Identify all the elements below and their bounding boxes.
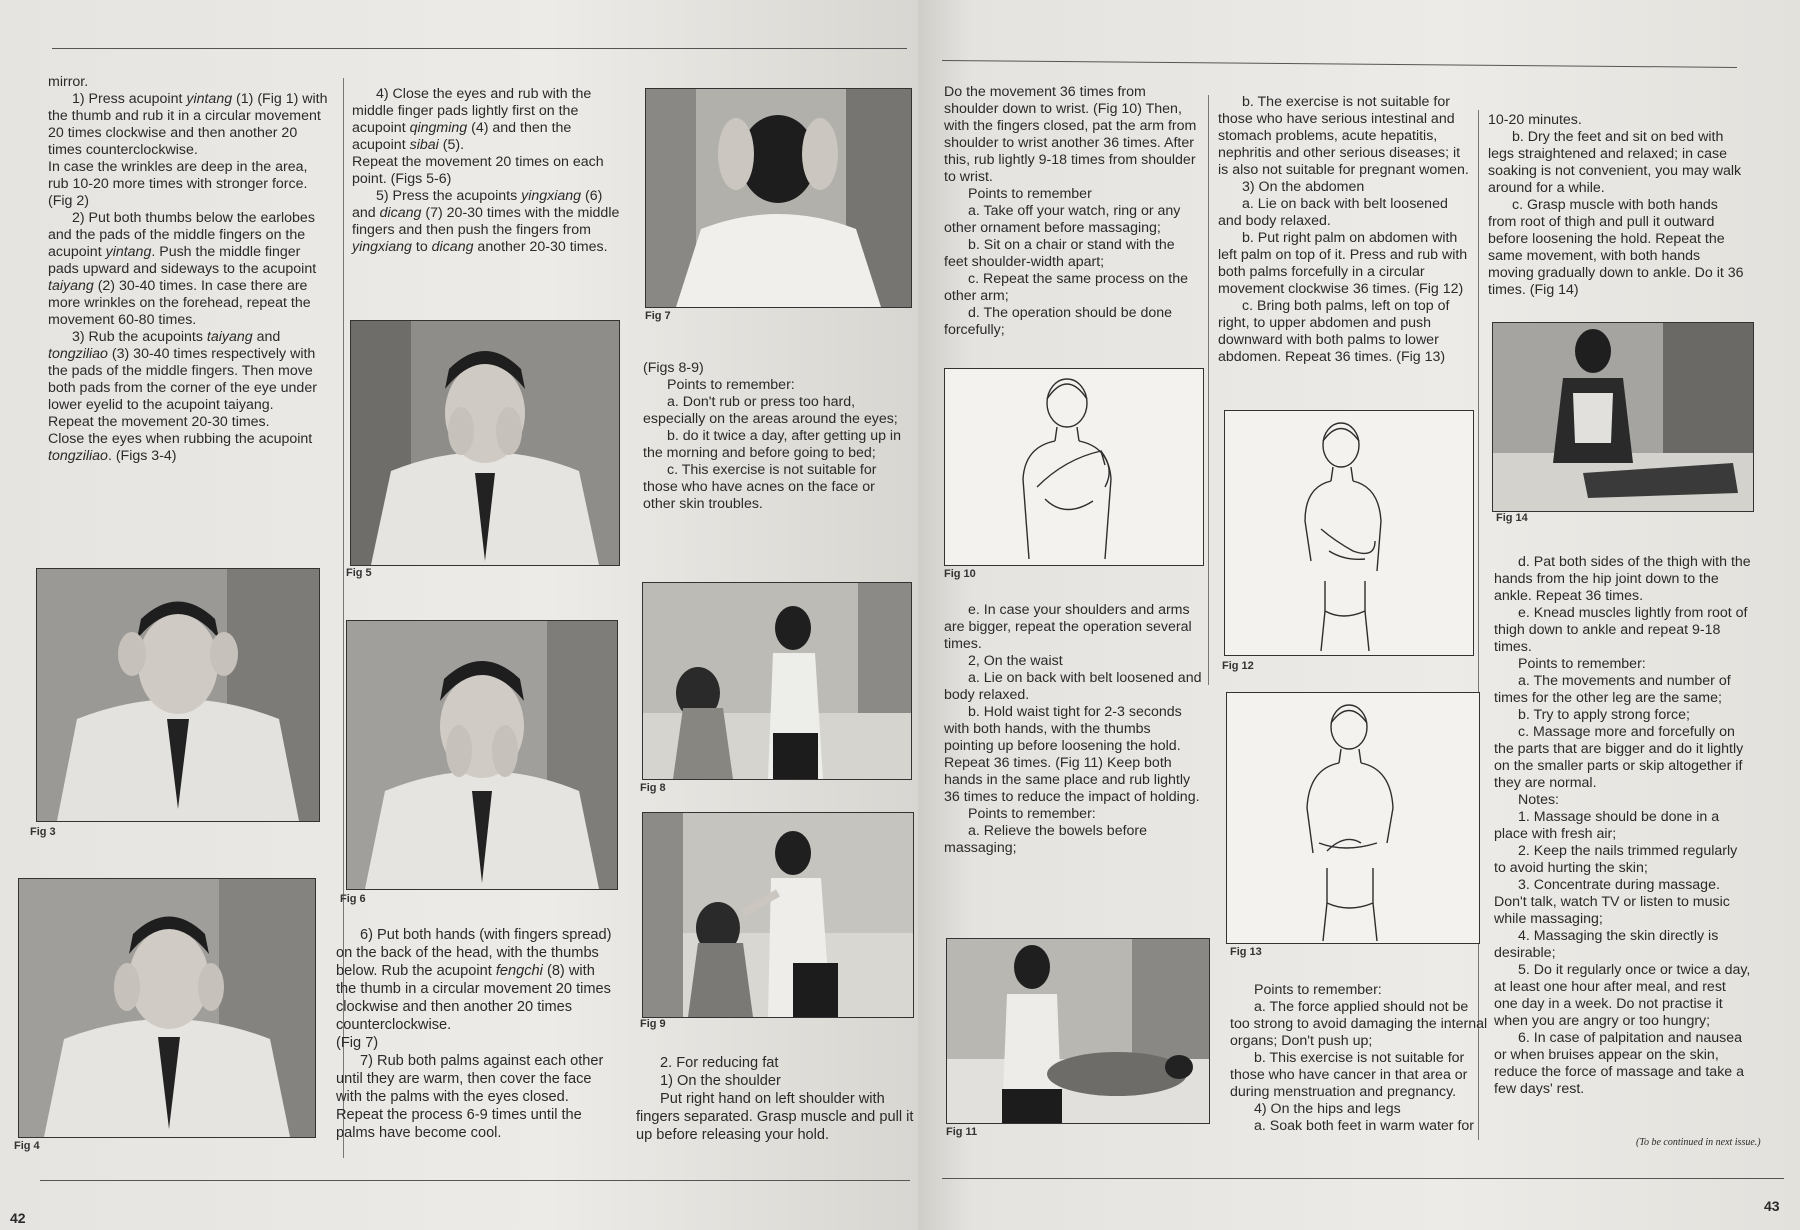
paragraph: (Fig 7) xyxy=(336,1035,379,1051)
figure-caption: Fig 14 xyxy=(1496,512,1528,524)
paragraph: a. The force applied should not be too strong to avoid damaging the internal organs; Don't push up; xyxy=(1230,999,1488,1049)
paragraph: Repeat the movement 20-30 times. xyxy=(48,414,270,430)
paragraph: b. Dry the feet and sit on bed with legs straightened and relaxed; in case soaking is not convenient, you may walk around for a while. xyxy=(1488,129,1742,196)
line-drawing-fig-13 xyxy=(1226,692,1480,944)
figure-caption: Fig 11 xyxy=(946,1126,978,1138)
photo-fig-6 xyxy=(346,620,618,890)
paragraph: Close the eyes when rubbing the acupoint tongziliao. (Figs 3-4) xyxy=(48,431,313,464)
figure-caption: Fig 12 xyxy=(1222,660,1254,672)
paragraph: 2. Keep the nails trimmed regularly to avoid hurting the skin; xyxy=(1494,843,1738,876)
column-divider xyxy=(1208,95,1209,685)
paragraph: b. Put right palm on abdomen with left palm on top of it. Press and rub with both palms forcefully in a circular movement clockwise 36 times. (Fig 12) xyxy=(1218,230,1468,297)
text-column-6-lower xyxy=(1494,554,1752,1098)
paragraph: e. Knead muscles lightly from root of thigh down to ankle and repeat 9-18 times. xyxy=(1494,605,1748,655)
paragraph: c. This exercise is not suitable for those who have acnes on the face or other skin troubles. xyxy=(643,462,877,512)
paragraph: Points to remember: xyxy=(968,806,1096,822)
paragraph: b. This exercise is not suitable for those who have cancer in that area or during menstruation and pregnancy. xyxy=(1230,1050,1468,1100)
paragraph: c. Bring both palms, left on top of right, to upper abdomen and push downward with both palms to lower abdomen. Repeat 36 times. (Fig 13) xyxy=(1218,298,1450,365)
paragraph: mirror. xyxy=(48,74,89,90)
text-column-3 xyxy=(643,360,911,513)
paragraph: In case the wrinkles are deep in the area, rub 10-20 more times with stronger force. (Fig 2) xyxy=(48,159,308,209)
photo-fig-7 xyxy=(645,88,912,308)
paragraph: Do the movement 36 times from shoulder down to wrist. (Fig 10) Then, with the fingers closed, pat the arm from shoulder to wrist another 36 times. After this, rub lightly 9-18 times from shoulder to wrist. xyxy=(944,84,1197,185)
paragraph: Points to remember: xyxy=(1518,656,1646,672)
photo-fig-4 xyxy=(18,878,316,1138)
page-number: 43 xyxy=(1764,1198,1780,1214)
paragraph: c. Repeat the same process on the other arm; xyxy=(944,271,1189,304)
paragraph: c. Grasp muscle with both hands from root of thigh and pull it outward before loosening the hold. Repeat the same movement, with both hands moving gradually down to ankle. Do it 36 times. (Fig 14) xyxy=(1488,197,1744,298)
paragraph: 4) On the hips and legs xyxy=(1254,1101,1401,1117)
paragraph: 4) Close the eyes and rub with the middle finger pads lightly first on the acupoint qingming (4) and then the acupoint sibai (5). xyxy=(352,86,592,153)
photo-fig-8 xyxy=(642,582,912,780)
paragraph: 4. Massaging the skin directly is desirable; xyxy=(1494,928,1719,961)
paragraph: b. Sit on a chair or stand with the feet shoulder-width apart; xyxy=(944,237,1175,270)
paragraph: a. Don't rub or press too hard, especially on the areas around the eyes; xyxy=(643,394,898,427)
paragraph: 5) Press the acupoints yingxiang (6) and dicang (7) 20-30 times with the middle fingers and then push the fingers from yingxiang to dicang another 20-30 times. xyxy=(352,188,620,255)
paragraph: 1) On the shoulder xyxy=(660,1073,781,1089)
paragraph: 10-20 minutes. xyxy=(1488,112,1582,128)
paragraph: a. The movements and number of times for the other leg are the same; xyxy=(1494,673,1731,706)
continued-note: (To be continued in next issue.) xyxy=(1636,1137,1761,1148)
figure-caption: Fig 3 xyxy=(30,826,56,838)
paragraph: a. Soak both feet in warm water for xyxy=(1254,1118,1475,1134)
paragraph: b. Try to apply strong force; xyxy=(1518,707,1690,723)
paragraph: d. The operation should be done forcefully; xyxy=(944,305,1173,338)
line-drawing-fig-10 xyxy=(944,368,1204,566)
paragraph: b. Hold waist tight for 2-3 seconds with both hands, with the thumbs pointing up before loosening the hold. Repeat 36 times. (Fig 11) Keep both hands in the same place and rub lightly 36 times to reduce the impact of holding. xyxy=(944,704,1200,805)
paragraph: 7) Rub both palms against each other until they are warm, then cover the face with the palms with the eyes closed. Repeat the process 6-9 times until the palms have become cool. xyxy=(336,1053,604,1141)
figure-caption: Fig 7 xyxy=(645,310,671,322)
figure-caption: Fig 10 xyxy=(944,568,976,580)
figure-caption: Fig 4 xyxy=(14,1140,40,1152)
photo-fig-9 xyxy=(642,812,914,1018)
paragraph: Notes: xyxy=(1518,792,1560,808)
text-column-5-lower xyxy=(1230,982,1488,1135)
paragraph: 2. For reducing fat xyxy=(660,1055,779,1071)
figure-caption: Fig 9 xyxy=(640,1018,666,1030)
page-number: 42 xyxy=(10,1210,26,1226)
paragraph: 1. Massage should be done in a place with fresh air; xyxy=(1494,809,1720,842)
paragraph: 1) Press acupoint yintang (1) (Fig 1) with the thumb and rub it in a circular movement 20 times clockwise and then another 20 times counterclockwise. xyxy=(48,91,328,158)
text-column-2-lower xyxy=(336,926,618,1142)
paragraph: 2, On the waist xyxy=(968,653,1063,669)
paragraph: 2) Put both thumbs below the earlobes and the pads of the middle fingers on the acupoint yintang. Push the middle finger pads upward and sideways to the acupoint taiyang (2) 30-40 times. In case there are more wrinkles on the forehead, repeat the movement 60-80 times. xyxy=(48,210,317,328)
photo-fig-5 xyxy=(350,320,620,566)
figure-caption: Fig 8 xyxy=(640,782,666,794)
line-drawing-fig-12 xyxy=(1224,410,1474,656)
photo-fig-3 xyxy=(36,568,320,822)
bottom-rule-right xyxy=(942,1178,1784,1179)
text-column-6 xyxy=(1488,112,1748,299)
paragraph: Points to remember: xyxy=(667,377,795,393)
text-column-1 xyxy=(48,74,330,465)
paragraph: 3) Rub the acupoints taiyang and tongziliao (3) 30-40 times respectively with the pads of the middle fingers. Then move both pads from the corner of the eye under lower eyelid to the acupoint taiyang. xyxy=(48,329,317,413)
paragraph: b. The exercise is not suitable for those who have serious intestinal and stomach problems, acute hepatitis, nephritis and other serious diseases; it is also not suitable for pregnant women. xyxy=(1218,94,1469,178)
paragraph: Repeat the movement 20 times on each point. (Figs 5-6) xyxy=(352,154,604,187)
figure-caption: Fig 13 xyxy=(1230,946,1262,958)
paragraph: d. Pat both sides of the thigh with the hands from the hip joint down to the ankle. Repeat 36 times. xyxy=(1494,554,1751,604)
paragraph: b. do it twice a day, after getting up in the morning and before going to bed; xyxy=(643,428,901,461)
text-column-4-lower xyxy=(944,602,1204,857)
paragraph: a. Take off your watch, ring or any other ornament before massaging; xyxy=(944,203,1181,236)
paragraph: 6. In case of palpitation and nausea or when bruises appear on the skin, reduce the force of massage and take a few days' rest. xyxy=(1494,1030,1745,1097)
figure-caption: Fig 5 xyxy=(346,567,372,579)
paragraph: e. In case your shoulders and arms are bigger, repeat the operation several times. xyxy=(944,602,1192,652)
text-column-3-lower xyxy=(636,1054,914,1144)
paragraph: 3) On the abdomen xyxy=(1242,179,1365,195)
top-rule-left xyxy=(52,48,907,49)
paragraph: a. Lie on back with belt loosened and body relaxed. xyxy=(1218,196,1448,229)
photo-fig-11 xyxy=(946,938,1210,1124)
paragraph: Put right hand on left shoulder with fingers separated. Grasp muscle and pull it up before releasing your hold. xyxy=(636,1091,914,1143)
text-column-5 xyxy=(1218,94,1470,366)
paragraph: 3. Concentrate during massage. Don't talk, watch TV or listen to music while massaging; xyxy=(1494,877,1730,927)
paragraph: Points to remember: xyxy=(1254,982,1382,998)
paragraph: Points to remember xyxy=(968,186,1092,202)
paragraph: 6) Put both hands (with fingers spread) on the back of the head, with the thumbs below. Rub the acupoint fengchi (8) with the thumb in a circular movement 20 times clockwise and then another 20 times counterclockwise. xyxy=(336,927,612,1033)
figure-caption: Fig 6 xyxy=(340,893,366,905)
paragraph: c. Massage more and forcefully on the parts that are bigger and do it lightly on the smaller parts or skip altogether if they are normal. xyxy=(1494,724,1744,791)
bottom-rule-left xyxy=(40,1180,910,1181)
paragraph: a. Lie on back with belt loosened and body relaxed. xyxy=(944,670,1202,703)
paragraph: a. Relieve the bowels before massaging; xyxy=(944,823,1148,856)
text-column-4 xyxy=(944,84,1200,339)
paragraph: 5. Do it regularly once or twice a day, at least one hour after meal, and rest one day in a week. Do not practise it when you are angry or too hungry; xyxy=(1494,962,1751,1029)
photo-fig-14 xyxy=(1492,322,1754,512)
paragraph: (Figs 8-9) xyxy=(643,360,704,376)
text-column-2 xyxy=(352,86,622,256)
